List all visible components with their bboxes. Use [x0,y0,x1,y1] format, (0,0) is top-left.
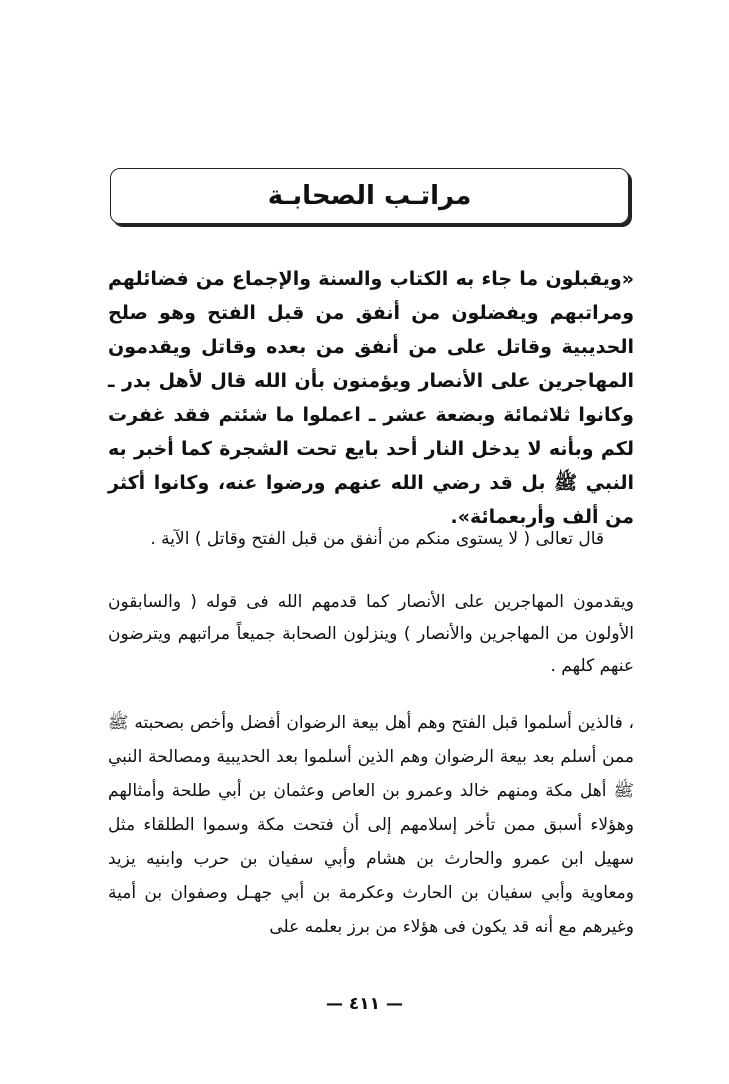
paragraph-creed-quote: «ويقبلون ما جاء به الكتاب والسنة والإجماع من فضائلهم ومراتبهم ويفضلون من أنفق من قبل الفتح وهو صلح الحديبية وقاتل على من أنفق من بعده وقاتل ويقدمون المهاجرين على الأنصار ويؤمنون بأن الله قال لأهل بدر ـ وكانوا ثلاثمائة وبضعة عشر ـ اعملوا ما شئتم فقد غفرت لكم وبأنه لا يدخل النار أحد بايع تحت الشجرة كما أخبر به النبي ﷺ بل قد رضي الله عنهم ورضوا عنه، وكانوا أكثر من ألف وأربعمائة». [108,268,634,528]
page-number: — ٤١١ — [326,994,403,1014]
paragraph-companion-ranks: ، فالذين أسلموا قبل الفتح وهم أهل بيعة الرضوان أفضل وأخص بصحبته ﷺ ممن أسلم بعد بيعة الرضوان وهم الذين أسلموا بعد الحديبية ومصالحة النبي ﷺ أهل مكة ومنهم خالد وعمرو بن العاص وعثمان بن أبي طلحة وأمثالهم وهؤلاء أسبق ممن تأخر إسلامهم إلى أن فتحت مكة وسموا الطلقاء مثل سهيل ابن عمرو والحارث بن هشام وأبي سفيان بن حرب وابنيه يزيد ومعاوية وأبي سفيان بن الحارث وعكرمة بن أبي جهـل وصفوان بن أمية وغيرهم مع أنه قد يكون فى هؤلاء من برز بعلمه على [108,713,634,937]
paragraph-quranic-verse: قال تعالى ( لا يستوى منكم من أنفق من قبل الفتح وقاتل ) الآية . [150,529,604,549]
section-title: مراتـب الصحابـة [267,181,472,211]
section-title-box [110,168,629,224]
paragraph-muhajirin-precedence: ويقدمون المهاجرين على الأنصار كما قدمهم الله فى قوله ( والسابقون الأولون من المهاجرين والأنصار ) وينزلون الصحابة جميعاً مراتبهم ويترضون عنهم كلهم . [108,592,634,676]
